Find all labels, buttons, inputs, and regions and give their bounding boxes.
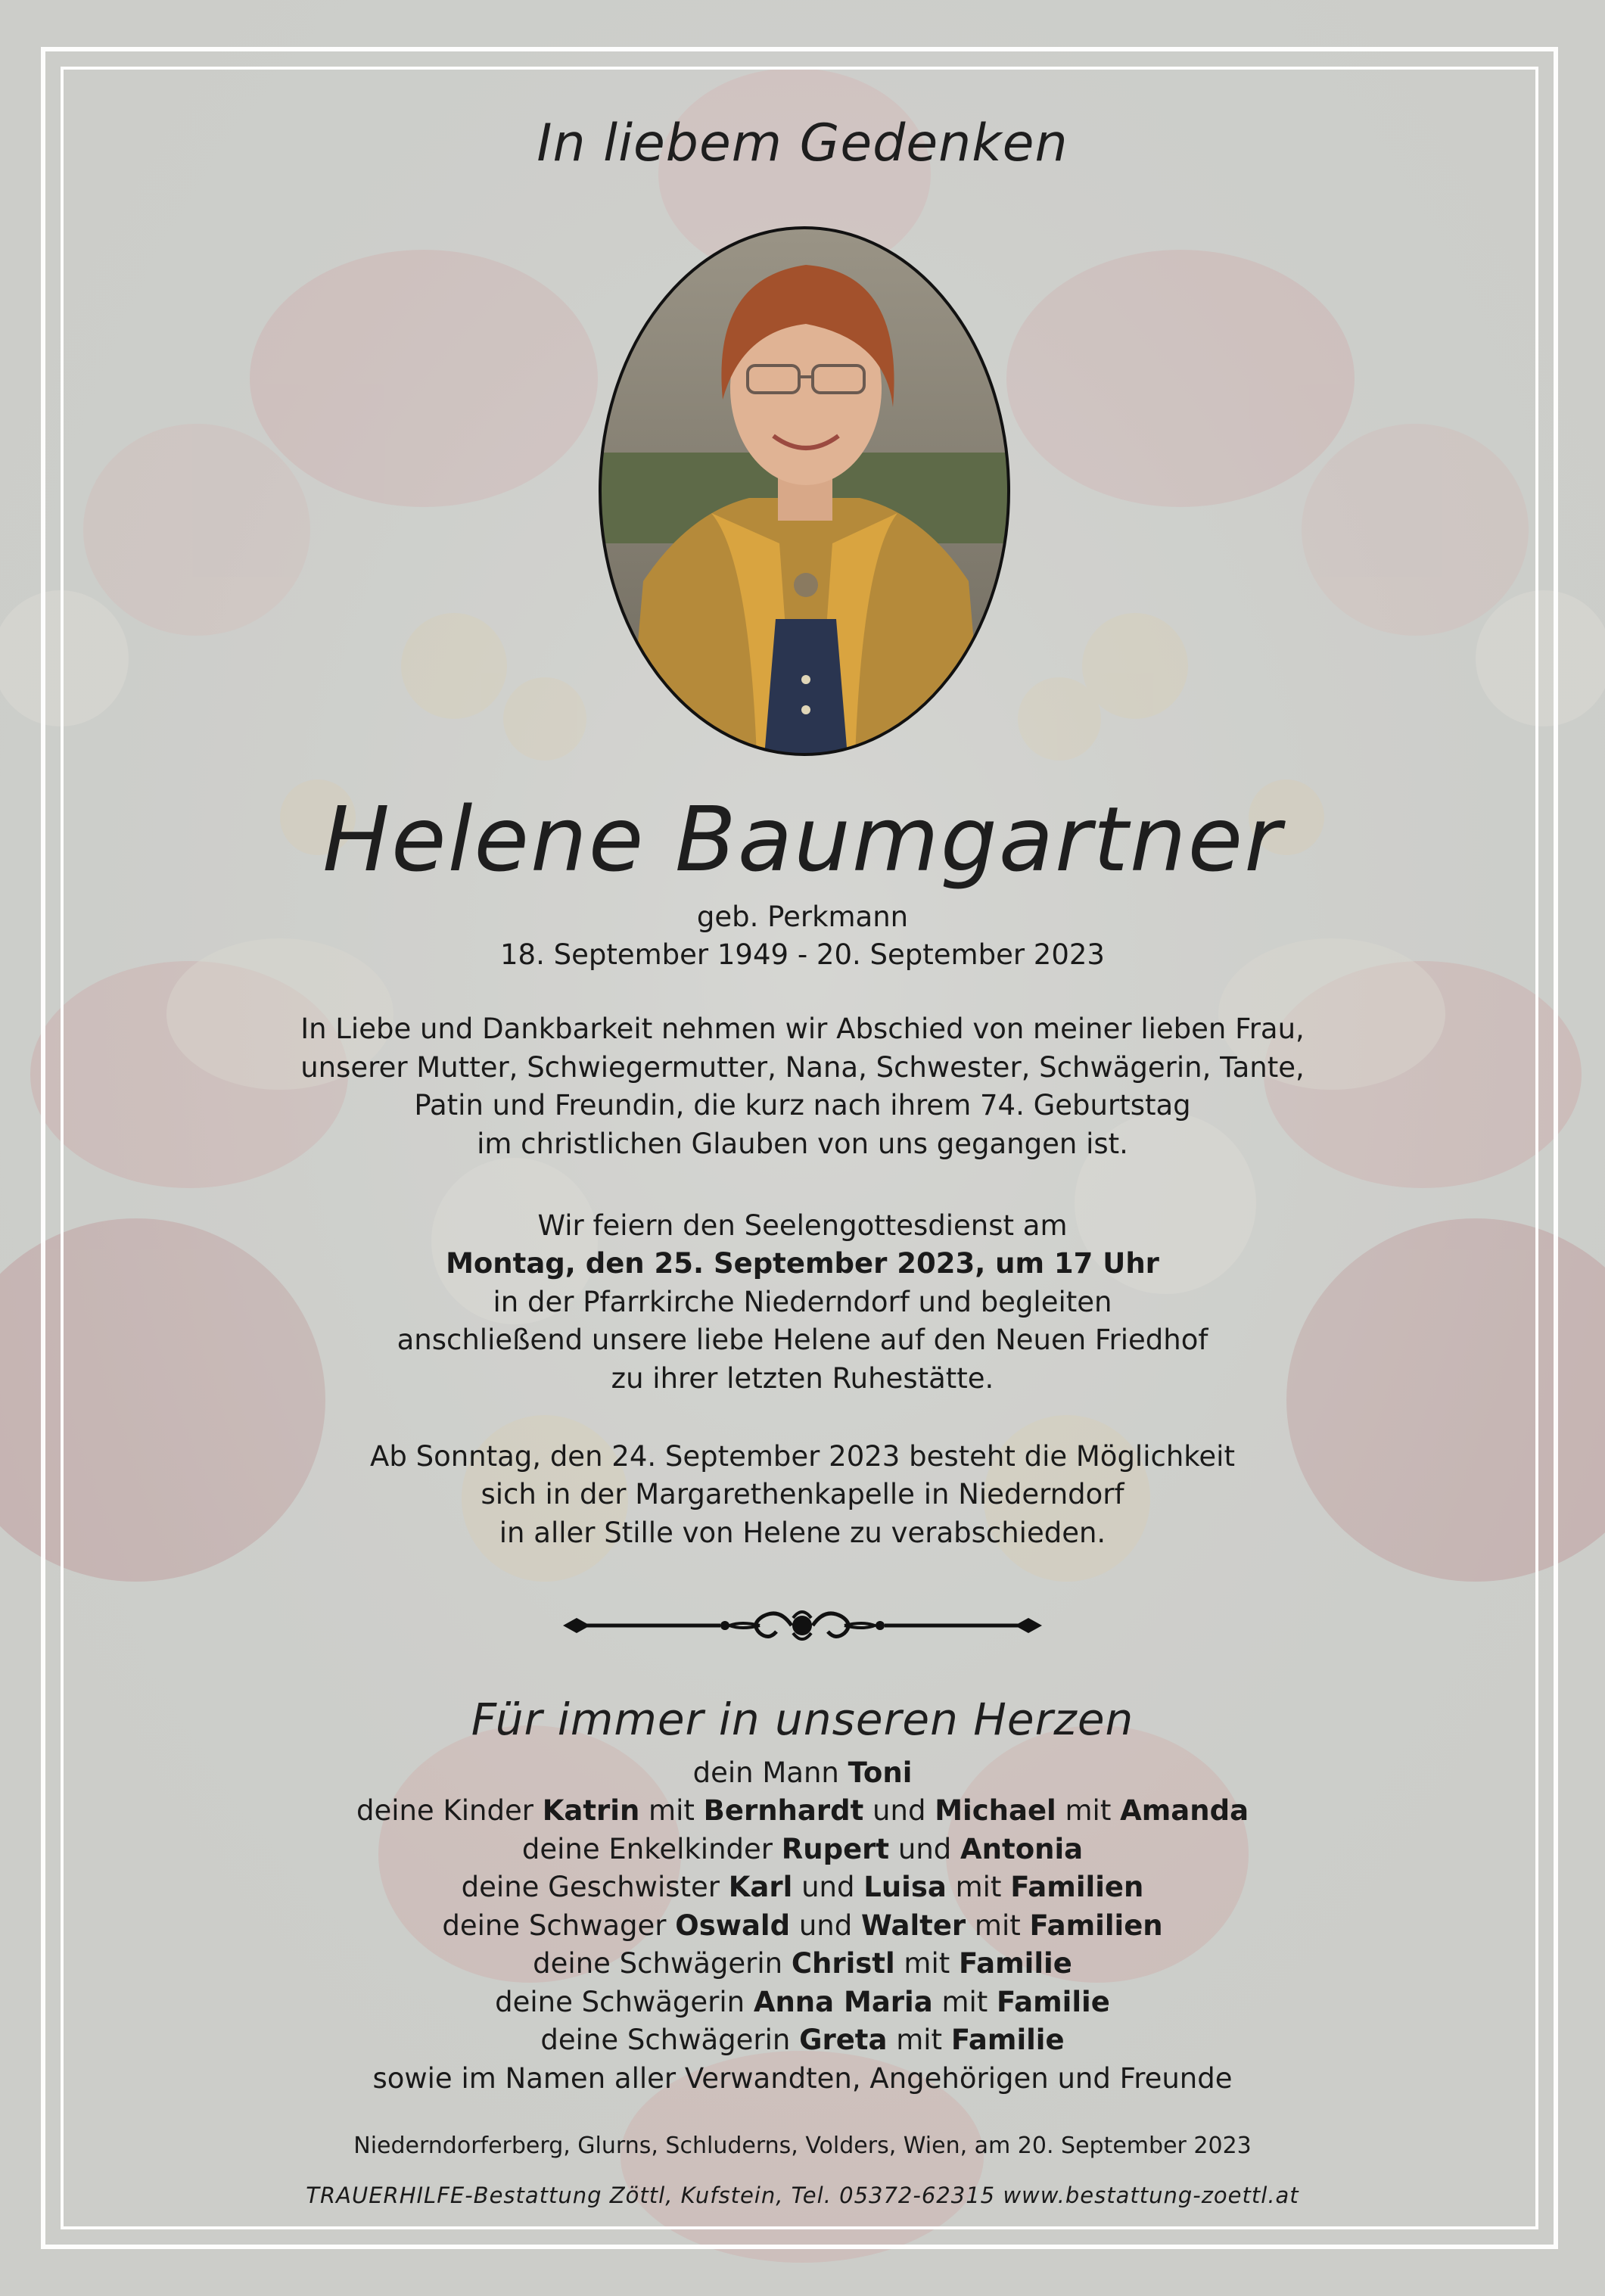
mourner-line (0, 2021, 1605, 2060)
mourner-line (0, 1945, 1605, 1983)
mourner-name: Familie (997, 1986, 1110, 2018)
mourner-text: mit (946, 1871, 1011, 1903)
mourner-text: mit (1056, 1794, 1121, 1827)
ornament-divider (560, 1603, 1045, 1648)
mourner-name: Familie (959, 1947, 1072, 1980)
mourner-name: Rupert (781, 1833, 890, 1865)
place-and-date: Niederndorferberg, Glurns, Schluderns, Volders, Wien, am 20. September 2023 (353, 2133, 1252, 2159)
mourner-name: Anna Maria (753, 1986, 933, 2018)
maiden-name: geb. Perkmann (696, 901, 909, 933)
mourner-name: Antonia (960, 1833, 1084, 1865)
mourner-line (0, 1831, 1605, 1869)
mourner-name: Katrin (542, 1794, 640, 1827)
mourner-line (0, 1983, 1605, 2022)
mourner-text: mit (966, 1909, 1030, 1942)
intro-line: im christlichen Glauben von uns gegangen ist. (477, 1128, 1128, 1160)
mourner-name: Oswald (675, 1909, 791, 1942)
service-line: in der Pfarrkirche Niederndorf und begleiten (493, 1286, 1112, 1318)
viewing-line: sich in der Margarethenkapelle in Niederndorf (481, 1478, 1124, 1510)
mourner-name: Greta (799, 2024, 888, 2056)
mourner-line (0, 1868, 1605, 1907)
mourner-name: Karl (728, 1871, 793, 1903)
mourner-line (0, 1907, 1605, 1946)
mourner-name: Familien (1029, 1909, 1163, 1942)
mourner-line (0, 2060, 1605, 2098)
mourner-text: deine Enkelkinder (521, 1833, 782, 1865)
mourner-name: Familie (950, 2024, 1065, 2056)
mourner-text: und (792, 1871, 864, 1903)
intro-line: In Liebe und Dankbarkeit nehmen wir Abschied von meiner lieben Frau, (300, 1013, 1305, 1045)
mourner-text: deine Schwager (442, 1909, 676, 1942)
mourner-name: Michael (935, 1794, 1056, 1827)
mourner-name: Christl (791, 1947, 895, 1980)
mourner-text: mit (932, 1986, 997, 2018)
mourner-text: sowie im Namen aller Verwandten, Angehörigen und Freunde (372, 2062, 1233, 2095)
service-date-time: Montag, den 25. September 2023, um 17 Uhr (446, 1247, 1159, 1280)
mourner-name: Walter (861, 1909, 966, 1942)
mourners-heading: Für immer in unseren Herzen (471, 1694, 1134, 1745)
mourner-text: und (790, 1909, 861, 1942)
service-line: Wir feiern den Seelengottesdienst am (537, 1209, 1068, 1242)
viewing-line: Ab Sonntag, den 24. September 2023 besteht die Möglichkeit (370, 1440, 1235, 1473)
mourner-text: mit (894, 1947, 960, 1980)
service-line: zu ihrer letzten Ruhestätte. (611, 1362, 994, 1395)
intro-line: Patin und Freundin, die kurz nach ihrem 74. Geburtstag (414, 1089, 1191, 1122)
mourner-name: Luisa (863, 1871, 947, 1903)
heading: In liebem Gedenken (537, 114, 1068, 173)
mourner-line (0, 1792, 1605, 1831)
mourner-name: Toni (848, 1756, 913, 1789)
mourner-text: und (889, 1833, 961, 1865)
intro-line: unserer Mutter, Schwiegermutter, Nana, Schwester, Schwägerin, Tante, (300, 1051, 1305, 1084)
service-line: anschließend unsere liebe Helene auf den Neuen Friedhof (397, 1324, 1208, 1356)
mourner-text: deine Schwägerin (540, 2024, 800, 2056)
deceased-name: Helene Baumgartner (322, 787, 1283, 891)
mourner-text: deine Geschwister (461, 1871, 729, 1903)
mourner-name: Familien (1010, 1871, 1144, 1903)
mourner-text: mit (639, 1794, 704, 1827)
viewing-line: in aller Stille von Helene zu verabschieden. (499, 1517, 1106, 1549)
mourner-text: mit (887, 2024, 951, 2056)
mourner-text: und (863, 1794, 935, 1827)
mourner-text: deine Schwägerin (533, 1947, 792, 1980)
mourner-text: deine Schwägerin (495, 1986, 754, 2018)
mourner-text: deine Kinder (356, 1794, 543, 1827)
undertaker-info: TRAUERHILFE-Bestattung Zöttl, Kufstein, Tel. 05372-62315 www.bestattung-zoettl.at (306, 2182, 1299, 2208)
mourner-text: dein Mann (692, 1756, 848, 1789)
portrait-photo (598, 226, 1011, 757)
mourner-name: Amanda (1120, 1794, 1249, 1827)
mourner-line (0, 1754, 1605, 1793)
mourner-name: Bernhardt (703, 1794, 864, 1827)
life-dates: 18. September 1949 - 20. September 2023 (500, 938, 1105, 971)
